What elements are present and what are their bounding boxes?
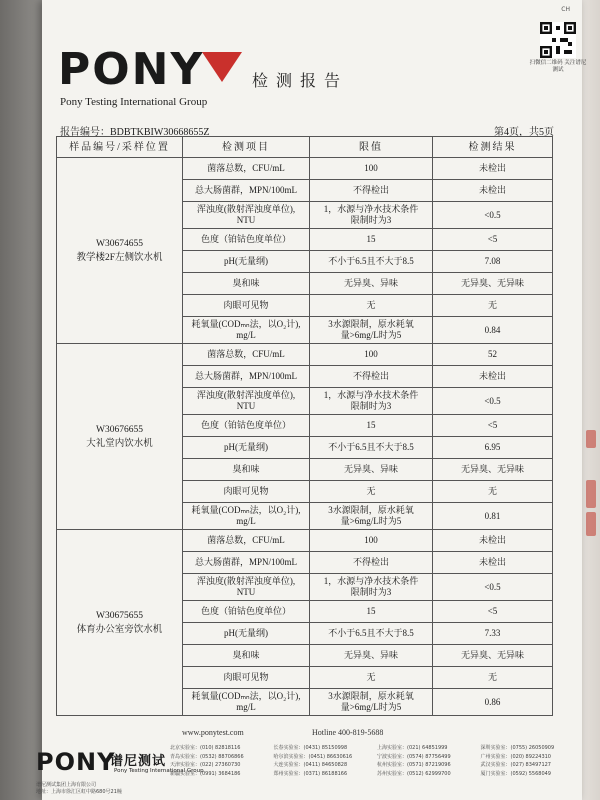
footer-lab-item: 长春实验室：(0431) 85150998: [273, 745, 348, 751]
item-cell: pH(无量纲): [183, 251, 310, 273]
result-cell: 无异臭、无异味: [433, 459, 553, 481]
header-item: 检测项目: [183, 137, 310, 158]
footer-address: 谱尼测试集团上海有限公司 地址：上海市徐汇区虹中路680号21幢: [36, 782, 122, 795]
footer-lab-item: 青岛实验室：(0532) 88706866: [170, 753, 244, 760]
item-cell: 色度（铂钴色度单位）: [183, 415, 310, 437]
result-cell: 6.95: [433, 437, 553, 459]
limit-cell: 不得检出: [310, 180, 433, 202]
footer-logo-text: PONY: [36, 748, 116, 776]
item-cell: 浑浊度(散射浑浊度单位), NTU: [183, 574, 310, 601]
limit-cell: 不小于6.5且不大于8.5: [310, 437, 433, 459]
limit-cell: 100: [310, 158, 433, 180]
sample-cell: W30674655 教学楼2F左侧饮水机: [57, 158, 183, 344]
limit-cell: 不得检出: [310, 552, 433, 574]
item-cell: 菌落总数，CFU/mL: [183, 344, 310, 366]
limit-cell: 不小于6.5且不大于8.5: [310, 623, 433, 645]
header-limit: 限值: [310, 137, 433, 158]
limit-cell: 不得检出: [310, 366, 433, 388]
result-cell: 0.84: [433, 317, 553, 344]
table-row: [57, 344, 553, 366]
footer-lab-item: 上海实验室：(021) 64851999: [377, 745, 448, 751]
item-cell: 色度（铂钴色度单位）: [183, 229, 310, 251]
logo-triangle-icon: [202, 52, 242, 86]
footer-lab-item: 杭州实验室：(0571) 87219096: [377, 762, 451, 768]
red-stamp-fragment: [586, 430, 596, 448]
item-cell: 耗氧量(CODₘₙ法，以O₂计), mg/L: [183, 317, 310, 344]
table-row: [57, 158, 553, 180]
logo-subtitle: Pony Testing International Group: [60, 96, 208, 108]
report-number: 报告编号：BDBTKBIW30668655Z: [60, 127, 210, 138]
footer-lab-item: 大连实验室：(0411) 84650828: [273, 762, 348, 768]
item-cell: 臭和味: [183, 645, 310, 667]
item-cell: 浑浊度(散射浑浊度单位), NTU: [183, 202, 310, 229]
footer-website: www.ponytest.com: [182, 728, 244, 737]
limit-cell: 3水源限制，原水耗氧 量>6mg/L时为5: [310, 503, 433, 530]
item-cell: 浑浊度(散射浑浊度单位), NTU: [183, 388, 310, 415]
result-cell: 未检出: [433, 552, 553, 574]
limit-cell: 15: [310, 415, 433, 437]
qr-caption: 扫微信二维码 关注谱尼测试: [529, 60, 587, 73]
table-header-row: [57, 137, 553, 158]
result-cell: 未检出: [433, 180, 553, 202]
footer-lab-item: 新疆实验室：(0991) 3684186: [170, 770, 241, 777]
limit-cell: 100: [310, 344, 433, 366]
header-sample: 样品编号/采样位置: [57, 137, 183, 158]
limit-cell: 不小于6.5且不大于8.5: [310, 251, 433, 273]
footer-labs: [170, 744, 580, 778]
item-cell: 耗氧量(CODₘₙ法，以O₂计), mg/L: [183, 689, 310, 716]
sample-cell: W30675655 体育办公室旁饮水机: [57, 530, 183, 716]
footer-lab-item: 哈尔滨实验室：(0451) 86630616: [273, 753, 353, 760]
limit-cell: 1，水源与净水技术条件 限制时为3: [310, 202, 433, 229]
result-cell: <0.5: [433, 574, 553, 601]
sample-cell: W30676655 大礼堂内饮水机: [57, 344, 183, 530]
footer-lab-item: 北京实验室：(010) 82818116: [170, 745, 241, 751]
result-cell: <5: [433, 415, 553, 437]
footer-lab-item: 广州实验室：(020) 89224310: [480, 753, 551, 760]
item-cell: 总大肠菌群，MPN/100mL: [183, 366, 310, 388]
limit-cell: 100: [310, 530, 433, 552]
limit-cell: 无异臭、异味: [310, 273, 433, 295]
red-stamp-fragment: [586, 512, 596, 536]
red-stamp-fragment: [586, 480, 596, 508]
qr-code-icon: [540, 22, 576, 58]
item-cell: 肉眼可见物: [183, 295, 310, 317]
results-table: [56, 136, 553, 716]
item-cell: 肉眼可见物: [183, 481, 310, 503]
result-cell: 52: [433, 344, 553, 366]
footer-lab-item: 深圳实验室：(0755) 26050909: [480, 745, 555, 751]
item-cell: 色度（铂钴色度单位）: [183, 601, 310, 623]
result-cell: <5: [433, 601, 553, 623]
item-cell: 臭和味: [183, 459, 310, 481]
limit-cell: 3水源限制，原水耗氧 量>6mg/L时为5: [310, 317, 433, 344]
limit-cell: 无异臭、异味: [310, 459, 433, 481]
result-cell: 未检出: [433, 530, 553, 552]
result-cell: 无: [433, 295, 553, 317]
report-page: [36, 0, 587, 800]
result-cell: 未检出: [433, 158, 553, 180]
item-cell: 耗氧量(CODₘₙ法，以O₂计), mg/L: [183, 503, 310, 530]
result-cell: 无异臭、无异味: [433, 273, 553, 295]
footer: [36, 724, 582, 800]
footer-logo-cn: 谱尼测试: [110, 754, 167, 769]
result-cell: <5: [433, 229, 553, 251]
item-cell: 臭和味: [183, 273, 310, 295]
result-cell: 7.08: [433, 251, 553, 273]
table-row: [57, 530, 553, 552]
item-cell: 菌落总数，CFU/mL: [183, 158, 310, 180]
limit-cell: 无: [310, 295, 433, 317]
limit-cell: 15: [310, 601, 433, 623]
result-cell: 无: [433, 481, 553, 503]
footer-lab-item: 天津实验室：(022) 27360730: [170, 762, 241, 768]
footer-hotline: Hotline 400-819-5688: [312, 728, 384, 737]
footer-lab-item: 郑州实验室：(0371) 86188166: [273, 770, 348, 777]
limit-cell: 无: [310, 667, 433, 689]
page-number: 第4页，共5页: [494, 127, 554, 138]
footer-lab-item: 苏州实验室：(0512) 62999700: [377, 770, 451, 777]
item-cell: 总大肠菌群，MPN/100mL: [183, 552, 310, 574]
item-cell: pH(无量纲): [183, 623, 310, 645]
result-cell: 无异臭、无异味: [433, 645, 553, 667]
result-cell: 7.33: [433, 623, 553, 645]
result-cell: <0.5: [433, 202, 553, 229]
result-cell: <0.5: [433, 388, 553, 415]
footer-lab-item: 厦门实验室：(0592) 5568049: [480, 770, 551, 777]
limit-cell: 1，水源与净水技术条件 限制时为3: [310, 574, 433, 601]
table-body: [57, 158, 553, 716]
item-cell: 肉眼可见物: [183, 667, 310, 689]
item-cell: 菌落总数，CFU/mL: [183, 530, 310, 552]
limit-cell: 1，水源与净水技术条件 限制时为3: [310, 388, 433, 415]
logo-text: PONY: [58, 44, 205, 95]
result-cell: 0.86: [433, 689, 553, 716]
result-cell: 无: [433, 667, 553, 689]
result-cell: 0.81: [433, 503, 553, 530]
item-cell: 总大肠菌群，MPN/100mL: [183, 180, 310, 202]
limit-cell: 3水源限制，原水耗氧 量>6mg/L时为5: [310, 689, 433, 716]
footer-logo-en: Pony Testing International Group: [114, 768, 204, 774]
limit-cell: 15: [310, 229, 433, 251]
page-title: 检测报告: [252, 71, 349, 90]
corner-code: CH: [561, 6, 570, 13]
header-result: 检测结果: [433, 137, 553, 158]
limit-cell: 无异臭、异味: [310, 645, 433, 667]
item-cell: pH(无量纲): [183, 437, 310, 459]
footer-lab-item: 宁波实验室：(0574) 87756499: [377, 753, 451, 760]
result-cell: 未检出: [433, 366, 553, 388]
footer-lab-item: 武汉实验室：(027) 83497127: [480, 762, 551, 768]
limit-cell: 无: [310, 481, 433, 503]
